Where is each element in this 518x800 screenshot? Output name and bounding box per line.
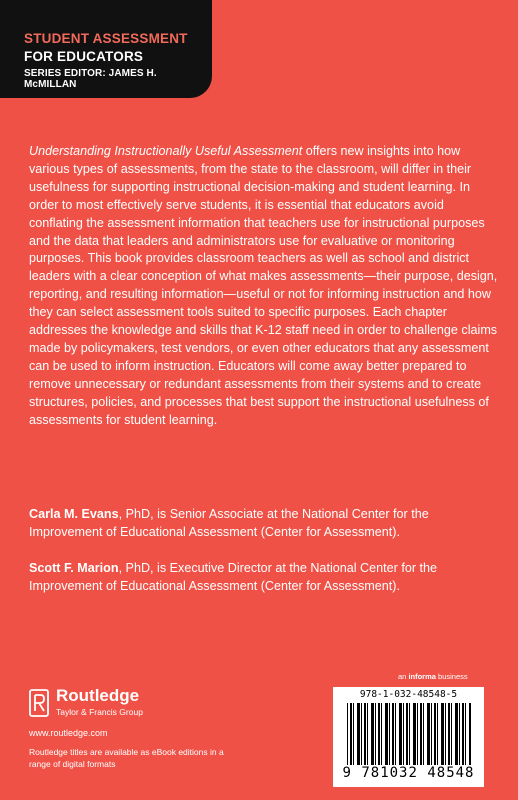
informa-brand: informa [408, 672, 436, 681]
series-title-line1: STUDENT ASSESSMENT [24, 31, 188, 46]
publisher-name: Routledge [56, 686, 140, 705]
author-bio-evans [29, 506, 499, 542]
informa-tagline [398, 672, 468, 681]
author-name: Scott F. Marion [29, 561, 119, 575]
barcode-digits: 9 781032 48548 [342, 765, 475, 781]
isbn-text: 978-1-032-48548-5 [359, 689, 458, 700]
author-bio-marion [29, 560, 499, 596]
description-text: offers new insights into how various types of assessments, from the state to the classroom, will differ in their usefulness for supporting instructional decision-making and student learning. In order to most effectively serve students, it is essential that educators avoid conflating the assessment information that teachers use for instructional purposes and the data that leaders and administrators use for evaluative or monitoring purposes. This book provides classroom teachers as well as school and district leaders with a clear conception of what makes assessments—their purpose, design, reporting, and resulting information—useful or not for informing instruction and how they can select assessment tools suited to specific purposes. Each chapter addresses the knowledge and skills that K-12 staff need in order to challenge claims made by policymakers, test vendors, or even other educators that any assessment can be used to inform instruction. Educators will come away better prepared to remove unnecessary or redundant assessments from their systems and to create structures, policies, and processes that best support the instructional usefulness of assessments for student learning. [29, 144, 498, 427]
author-bio-text: , PhD, is Senior Associate at the National Center for the Improvement of Educational Assessment (Center for Assessment). [29, 507, 429, 539]
series-box [0, 0, 212, 98]
isbn-barcode [333, 687, 484, 787]
author-bio-text: , PhD, is Executive Director at the National Center for the Improvement of Educational Assessment (Center for Assessment). [29, 561, 438, 593]
routledge-leaf-icon [29, 689, 49, 717]
series-editor: SERIES EDITOR: JAMES H. McMILLAN [24, 68, 157, 90]
ebook-note: Routledge titles are available as eBook editions in a range of digital formats [29, 747, 224, 769]
series-title-line2: FOR EDUCATORS [24, 49, 144, 64]
author-name: Carla M. Evans [29, 507, 119, 521]
informa-suffix: business [435, 672, 468, 681]
publisher-url[interactable]: www.routledge.com [29, 728, 108, 738]
publisher-group: Taylor & Francis Group [56, 707, 143, 717]
book-title: Understanding Instructionally Useful Assessment [29, 144, 303, 158]
informa-prefix: an [398, 672, 409, 681]
barcode-bars [347, 703, 471, 765]
book-description [29, 143, 499, 430]
